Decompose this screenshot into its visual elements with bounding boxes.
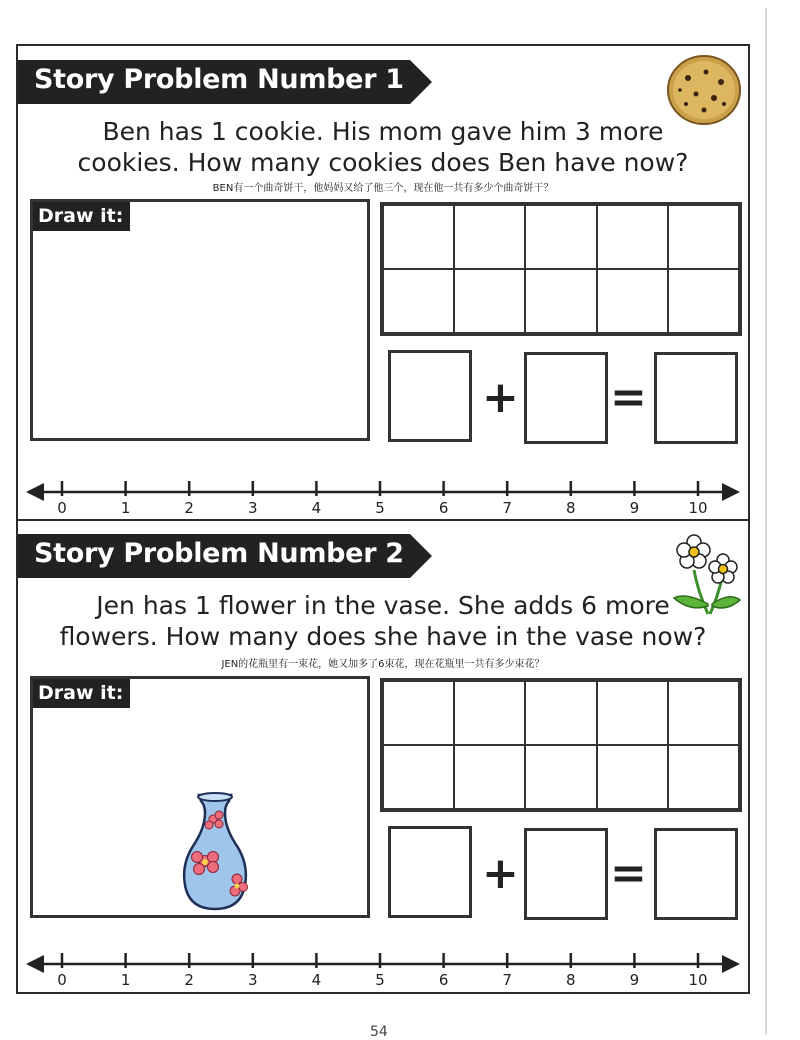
number-line-label: 9 [629, 499, 640, 516]
ten-frame-cell[interactable] [597, 205, 668, 269]
ten-frame-cell[interactable] [454, 205, 525, 269]
ten-frame-cell[interactable] [454, 745, 525, 809]
draw-area-2[interactable] [30, 676, 370, 918]
ten-frame-cell[interactable] [668, 205, 739, 269]
plus-sign-2: + [482, 848, 519, 899]
ten-frame-cell[interactable] [454, 269, 525, 333]
ten-frame-cell[interactable] [525, 269, 596, 333]
number-line-label: 1 [120, 499, 131, 516]
addend-box-2a[interactable] [388, 826, 472, 918]
ten-frame-cell[interactable] [597, 745, 668, 809]
problem-title-2: Story Problem Number 2 [34, 538, 404, 569]
translation-2: JEN的花瓶里有一束花，她又加多了6束花，现在花瓶里一共有多少束花？ [221, 659, 545, 670]
number-line-label: 5 [375, 971, 385, 988]
number-line-label: 2 [184, 499, 194, 516]
addend-box-1a[interactable] [388, 350, 472, 442]
number-line-label: 4 [311, 971, 322, 988]
story-line-2a: Jen has 1 flower in the vase. She adds 6 more [96, 591, 670, 620]
number-line-label: 6 [438, 971, 449, 988]
story-problem-2 [18, 520, 748, 990]
story-problem-1 [18, 46, 748, 516]
vase-icon [179, 791, 251, 913]
number-line-label: 10 [688, 971, 708, 988]
ten-frame-2[interactable] [380, 678, 742, 812]
ten-frame-cell[interactable] [383, 205, 454, 269]
draw-label-2: Draw it: [33, 679, 130, 708]
ten-frame-1[interactable] [380, 202, 742, 336]
number-line-label: 6 [438, 499, 449, 516]
number-line-label: 7 [502, 499, 512, 516]
ten-frame-cell[interactable] [525, 681, 596, 745]
story-text-1 [18, 116, 748, 178]
ten-frame-cell[interactable] [383, 745, 454, 809]
addend-box-1b[interactable] [524, 352, 608, 444]
ten-frame-cell[interactable] [383, 681, 454, 745]
number-line-label: 8 [566, 971, 576, 988]
number-line-1 [26, 472, 740, 516]
number-line-label: 9 [629, 971, 640, 988]
sum-box-1[interactable] [654, 352, 738, 444]
draw-area-1[interactable] [30, 199, 370, 441]
number-line-label: 3 [248, 971, 258, 988]
number-line-label: 3 [248, 499, 258, 516]
number-line-label: 4 [311, 499, 322, 516]
equals-sign-1: = [610, 372, 647, 423]
number-line-2 [26, 944, 740, 988]
number-line-label: 0 [57, 971, 67, 988]
number-line-label: 7 [502, 971, 512, 988]
ten-frame-cell[interactable] [525, 205, 596, 269]
story-line-2b: flowers. How many does she have in the vase now? [59, 622, 707, 651]
story-line-1a: Ben has 1 cookie. His mom gave him 3 more [102, 117, 664, 146]
translation-1: BEN有一个曲奇饼干，他妈妈又给了他三个，现在他一共有多少个曲奇饼干？ [212, 183, 554, 194]
number-line-label: 10 [688, 499, 708, 516]
ten-frame-cell[interactable] [668, 745, 739, 809]
ten-frame-cell[interactable] [668, 269, 739, 333]
story-text-2 [18, 590, 748, 652]
plus-sign-1: + [482, 372, 519, 423]
ten-frame-cell[interactable] [454, 681, 525, 745]
number-line-label: 1 [120, 971, 131, 988]
equals-sign-2: = [610, 848, 647, 899]
number-line-label: 8 [566, 499, 576, 516]
number-line-label: 5 [375, 499, 385, 516]
draw-label-1: Draw it: [33, 202, 130, 231]
ten-frame-cell[interactable] [597, 269, 668, 333]
ten-frame-cell[interactable] [383, 269, 454, 333]
ten-frame-cell[interactable] [525, 745, 596, 809]
addend-box-2b[interactable] [524, 828, 608, 920]
story-line-1b: cookies. How many cookies does Ben have now? [77, 148, 689, 177]
page-edge [765, 8, 767, 1035]
page-number: 54 [370, 1024, 388, 1040]
sum-box-2[interactable] [654, 828, 738, 920]
number-line-label: 2 [184, 971, 194, 988]
ten-frame-cell[interactable] [597, 681, 668, 745]
ten-frame-cell[interactable] [668, 681, 739, 745]
problem-title-1: Story Problem Number 1 [34, 64, 404, 95]
number-line-label: 0 [57, 499, 67, 516]
